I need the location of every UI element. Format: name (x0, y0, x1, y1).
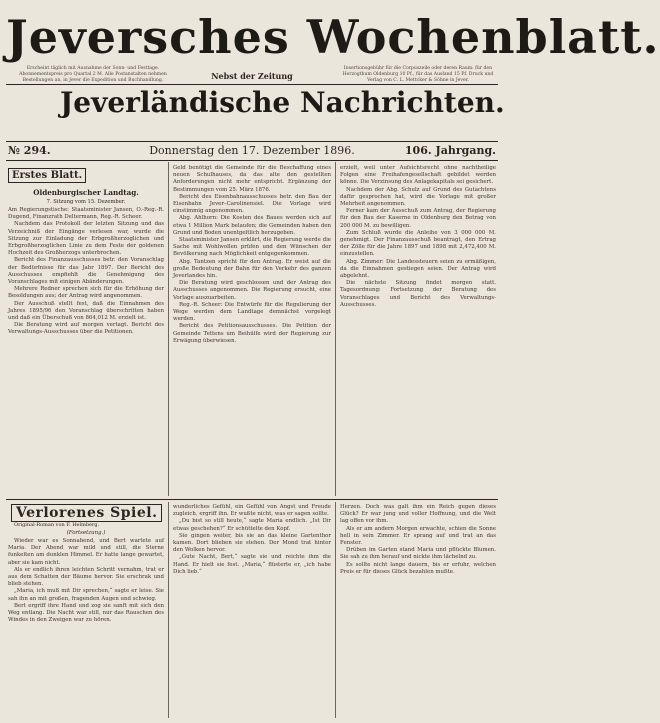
story-column-2 (173, 504, 331, 718)
news-paragraph: Bericht des Eisenbahnausschusses betr. den Bau der Eisenbahn Jever–Carolinensiel. Die Vorlage wird einstimmig angenommen. (173, 193, 331, 215)
story-paragraph: Sie gingen weiter, bis sie an das kleine Gartenthor kamen. Dort blieben sie stehen. Der Mond trat hinter den Wolken hervor. (173, 532, 331, 554)
masthead-divider (6, 84, 498, 85)
news-paragraph: Abg. Ahlhorn: Die Kosten des Baues werden sich auf etwa 1 Million Mark belaufen; die Gemeinden haben den Grund und Boden unentgeltlich herzugeben. (173, 215, 331, 236)
story-paragraph: „Du bist so still heute,“ sagte Maria endlich. „Ist Dir etwas geschehen?“ Er schüttelte den Kopf. (173, 518, 331, 532)
issue-date: Donnerstag den 17. Dezember 1896. (149, 144, 355, 157)
news-paragraph: Bericht des Finanzausschusses betr. den Voranschlag der Bedürfnisse für das Jahr 1897. Der Bericht des Ausschusses empfiehlt die Genehmigung des Voranschlages mit einigen Abänderungen. (8, 257, 164, 286)
column-divider-2 (335, 162, 336, 496)
masthead-subtitle: Jeverländische Nachrichten. (60, 86, 505, 119)
column-divider-1 (168, 162, 169, 496)
news-column-1 (8, 163, 164, 497)
news-paragraph: Der Ausschuß stellt fest, daß die Einnahmen des Jahres 1895/96 den Voranschlag überschritten haben und daß ein Überschuß von 864,012 M. erzielt ist. (8, 300, 164, 322)
news-paragraph: Reg.-R. Scheer: Die Entwürfe für die Regulierung der Wege werden dem Landtage demnächst vorgelegt werden. (173, 301, 331, 323)
news-paragraph: Nachdem der Abg. Schulz auf Grund des Gutachtens dafür gesprochen hat, wird die Vorlage mit großer Mehrheit angenommen. (340, 186, 496, 208)
news-paragraph: Die Beratung wird geschlossen und der Antrag des Ausschusses angenommen. Die Regierung ersucht, eine Vorlage auszuarbeiten. (173, 280, 331, 301)
story-column-1 (8, 502, 164, 718)
story-paragraph: Drüben im Garten stand Maria und pflückte Blumen. Sie sah zu ihm herauf und nickte ihm lächelnd zu. (340, 547, 496, 561)
dateline-bottom-rule (6, 160, 498, 161)
story-paragraph: Herzen. Doch was galt ihm ein Reich gegen dieses Glück? Er war jung und voller Hoffnung, und die Welt lag offen vor ihm. (340, 504, 496, 525)
story-column-divider-1 (168, 502, 169, 718)
news-paragraph: Bericht des Petitionsausschusses. Die Petition der Gemeinde Tettens um Beihülfe wird der Regierung zur Erwägung überwiesen. (173, 323, 331, 344)
news-paragraph: Zum Schluß wurde die Anleihe von 3 000 000 M. genehmigt. Der Finanzausschuß beantragt, den Ertrag der Zölle für die Jahre 1897 und 1898 mit 2,472,400 M. einzustellen. (340, 229, 496, 258)
news-paragraph: Nachdem das Protokoll der letzten Sitzung und das Verzeichniß der Eingänge verlesen war, wurde die Sitzung zur Einladung der Erbgroßherzoglichen und Erbgroßherzoglichen Linie zu dem Feste der goldenen Hochzeit des Großherzogs unterbrochen. (8, 221, 164, 257)
issue-number: № 294. (8, 144, 51, 157)
story-column-3 (340, 504, 496, 718)
story-title: Verlorenes Spiel. (11, 505, 164, 521)
story-paragraph: Es sollte nicht lange dauern, bis er erfuhr, welchen Preis er für dieses Glück bezahlen mußte. (340, 561, 496, 575)
story-paragraph: Wieder war es Sonnabend, und Bert wartete auf Maria. Der Abend war mild und still, die Sterne funkelten am dunklen Himmel. Er hatte lange gewartet, aber sie kam nicht. (8, 538, 164, 566)
landtag-heading: Oldenburgischer Landtag. (33, 188, 139, 197)
masthead-title: Jeversches Wochenblatt. (6, 10, 660, 64)
volume-number: 106. Jahrgang. (404, 144, 496, 157)
imprint-right: Insertionsgebühr für die Corpuszeile oder deren Raum: für den Herzogthum Oldenburg 10 Pf., für das Ausland 15 Pf. Druck und Verlag von C. L. Mettcker & Söhne in Jever. (342, 66, 494, 83)
story-paragraph: „Maria, ich muß mit Dir sprechen,“ sagte er leise. Sie sah ihn an mit großen, fragenden Augen und schwieg. (8, 588, 164, 602)
feuilleton-rule (6, 499, 498, 500)
news-paragraph: Abg. Zimmer: Die Landessteuern seien zu ermäßigen, da die Einnahmen gestiegen seien. Der Antrag wird abgelehnt. (340, 258, 496, 280)
news-paragraph: Die Beratung wird auf morgen vertagt. Bericht des Verwaltungs-Ausschusses über die Petitionen. (8, 322, 164, 336)
story-paragraph: Als er am andern Morgen erwachte, schien die Sonne hell in sein Zimmer. Er sprang auf und trat an das Fenster. (340, 525, 496, 547)
story-paragraph: Bert ergriff ihre Hand und zog sie sanft mit sich den Weg entlang. Die Nacht war still, nur das Rauschen des Windes in den Zweigen war zu hören. (8, 602, 164, 624)
story-continuation: (Fortsetzung.) (66, 530, 106, 536)
story-byline: Original-Roman von F. Helmberg. (14, 522, 100, 528)
news-paragraph: Ferner kam der Ausschuß zum Antrag, der Regierung für den Bau der Kaserne in Oldenburg den Betrag von 200 000 M. zu bewilligen. (340, 208, 496, 229)
news-column-3 (340, 165, 496, 496)
news-paragraph: Staatsminister Jansen erklärt, die Regierung werde die Sache mit Wohlwollen prüfen und den Wünschen der Bevölkerung nach Möglichkeit entgegenkommen. (173, 237, 331, 258)
news-paragraph: Geld benötigt die Gemeinde für die Beschaffung eines neuen Schulhauses, da das alte den gestellten Anforderungen nicht mehr entspricht. Ergänzung der Bestimmungen vom 25. März 1876. (173, 165, 331, 193)
story-paragraph: wunderliches Gefühl, ein Gefühl von Angst und Freude zugleich, ergriff ihn. Er wußte nicht, was er sagen sollte. (173, 504, 331, 518)
news-paragraph: Die nächste Sitzung findet morgen statt. Tagesordnung: Fortsetzung der Beratung des Voranschlages und Bericht des Verwaltungs-Ausschusses. (340, 280, 496, 308)
news-paragraph: Mehrere Redner sprechen sich für die Erhöhung der Besoldungen aus; der Antrag wird angenommen. (8, 286, 164, 300)
story-paragraph: Als er endlich ihren leichten Schritt vernahm, trat er aus dem Schatten der Bäume hervor. Sie erschrak und blieb stehen. (8, 566, 164, 588)
news-column-2 (173, 165, 331, 496)
section-label: Erstes Blatt. (8, 168, 86, 183)
news-paragraph: erzielt, weil unter Aufsichtsrecht ohne nachtheilige Folgen eine Freihafengesellschaft gebildet werden könne. Die Verzinsung des Anlagekapitals sei gesichert. (340, 165, 496, 186)
imprint-left: Erscheint täglich mit Ausnahme der Sonn- und Festtage. Abonnementspreis pro Quartal 2 M. Alle Postanstalten nehmen Bestellungen an, in Jever die Expedition und Buchhandlung. (19, 66, 167, 83)
story-column-divider-2 (335, 502, 336, 718)
story-paragraph: „Gute Nacht, Bert,“ sagte sie und reichte ihm die Hand. Er hielt sie fest. „Maria,“ flüsterte er, „ich habe Dich lieb.“ (173, 554, 331, 575)
dateline (8, 144, 496, 158)
news-paragraph: Am Regierungstische: Staatsminister Jansen, O.-Reg.-R. Dugend, Finanzrath Deltermann, Reg.-R. Scheer. (8, 207, 164, 221)
supplement-note: Nebst der Zeitung (211, 71, 293, 81)
dateline-top-rule (6, 141, 498, 142)
news-paragraph: Abg. Tantzen spricht für den Antrag. Er weist auf die große Bedeutung der Bahn für den Verkehr des ganzen Jeverlandes hin. (173, 258, 331, 280)
session-subheading: 7. Sitzung vom 15. Dezember. (46, 199, 126, 205)
